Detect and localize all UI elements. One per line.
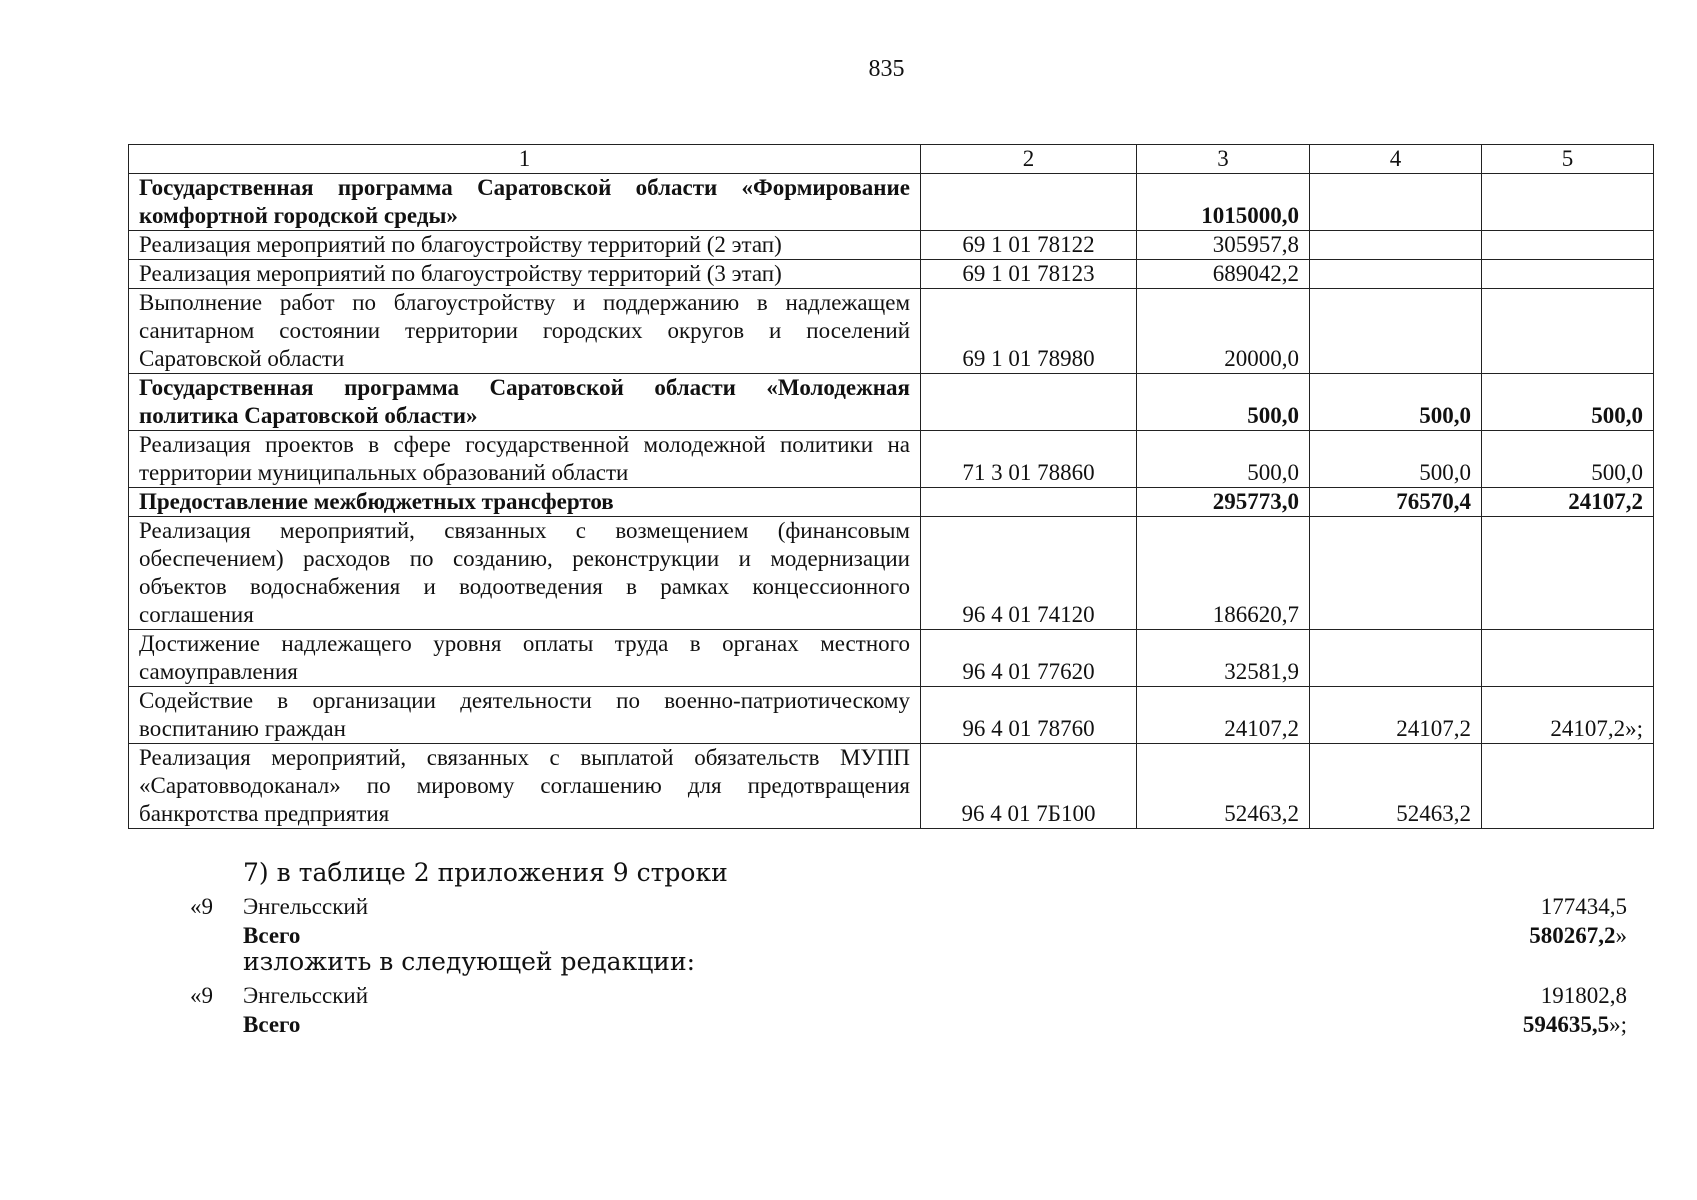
row-value-col3: 186620,7	[1137, 517, 1310, 630]
old-row-number: «9	[190, 894, 213, 919]
row-value-col5: 500,0	[1482, 374, 1654, 431]
row-value-col3: 32581,9	[1137, 630, 1310, 687]
row-value-col4	[1310, 231, 1482, 260]
header-col-1: 1	[129, 145, 921, 174]
table-row	[129, 289, 1654, 374]
table-row	[129, 630, 1654, 687]
new-district-name: Энгельсский	[243, 983, 369, 1008]
row-value-col5	[1482, 174, 1654, 231]
row-value-col3: 500,0	[1137, 431, 1310, 488]
row-code: 96 4 01 74120	[921, 517, 1137, 630]
row-name: Выполнение работ по благоустройству и поддержанию в надлежащем санитарном состоянии территории городских округов и поселений Саратовской области	[129, 289, 921, 374]
row-value-col4: 76570,4	[1310, 488, 1482, 517]
header-col-4: 4	[1310, 145, 1482, 174]
row-value-col5	[1482, 630, 1654, 687]
row-value-col3: 689042,2	[1137, 260, 1310, 289]
row-code	[921, 488, 1137, 517]
row-name: Государственная программа Саратовской области «Формирование комфортной городской среды»	[129, 174, 921, 231]
row-value-col4	[1310, 517, 1482, 630]
row-name: Реализация мероприятий, связанных с возмещением (финансовым обеспечением) расходов по созданию, реконструкции и модернизации объектов водоснабжения и водоотведения в рамках концессионного соглашения	[129, 517, 921, 630]
row-code	[921, 374, 1137, 431]
row-code: 69 1 01 78980	[921, 289, 1137, 374]
new-total-value: 594635,5	[1522, 1012, 1610, 1037]
row-name: Предоставление межбюджетных трансфертов	[129, 488, 921, 517]
new-total-suffix: »;	[1609, 1012, 1627, 1037]
row-value-col5	[1482, 231, 1654, 260]
row-code: 96 4 01 7Б100	[921, 744, 1137, 829]
row-value-col5	[1482, 260, 1654, 289]
old-total-suffix: »	[1615, 923, 1627, 948]
old-district-value: 177434,5	[1540, 894, 1627, 919]
row-value-col5: 500,0	[1482, 431, 1654, 488]
new-row-number: «9	[190, 983, 213, 1008]
row-name: Достижение надлежащего уровня оплаты труда в органах местного самоуправления	[129, 630, 921, 687]
table-row	[129, 374, 1654, 431]
old-total-value-wrap	[1227, 921, 1627, 951]
row-value-col4	[1310, 260, 1482, 289]
row-value-col4: 500,0	[1310, 431, 1482, 488]
row-value-col4: 52463,2	[1310, 744, 1482, 829]
new-district-value: 191802,8	[1540, 983, 1627, 1008]
row-name: Реализация мероприятий, связанных с выплатой обязательств МУПП «Саратовводоканал» по мировому соглашению для предотвращения банкротства предприятия	[129, 744, 921, 829]
row-value-col5	[1482, 744, 1654, 829]
row-value-col5	[1482, 517, 1654, 630]
table-row	[129, 744, 1654, 829]
table-row	[129, 174, 1654, 231]
new-total-value-wrap	[1227, 1010, 1627, 1040]
row-value-col3: 1015000,0	[1137, 174, 1310, 231]
row-value-col4: 500,0	[1310, 374, 1482, 431]
table-header-row	[129, 145, 1654, 174]
row-value-col4	[1310, 174, 1482, 231]
row-value-col4: 24107,2	[1310, 687, 1482, 744]
table-row	[129, 260, 1654, 289]
table-row	[129, 517, 1654, 630]
row-name: Государственная программа Саратовской области «Молодежная политика Саратовской области»	[129, 374, 921, 431]
row-code: 71 3 01 78860	[921, 431, 1137, 488]
header-col-5: 5	[1482, 145, 1654, 174]
row-code: 69 1 01 78122	[921, 231, 1137, 260]
row-value-col4	[1310, 289, 1482, 374]
row-code	[921, 174, 1137, 231]
old-total-label: Всего	[243, 923, 301, 948]
header-col-2: 2	[921, 145, 1137, 174]
new-total-line	[0, 1010, 1627, 1040]
row-value-col3: 24107,2	[1137, 687, 1310, 744]
amendment-intro: 7) в таблице 2 приложения 9 строки	[243, 858, 728, 887]
row-value-col3: 500,0	[1137, 374, 1310, 431]
row-code: 96 4 01 77620	[921, 630, 1137, 687]
row-value-col5: 24107,2	[1482, 488, 1654, 517]
old-district-name: Энгельсский	[243, 894, 369, 919]
row-value-col5: 24107,2»;	[1482, 687, 1654, 744]
row-name: Реализация проектов в сфере государственной молодежной политики на территории муниципальных образований области	[129, 431, 921, 488]
row-value-col5	[1482, 289, 1654, 374]
row-value-col3: 295773,0	[1137, 488, 1310, 517]
new-total-label: Всего	[243, 1012, 301, 1037]
page-number: 835	[868, 56, 905, 82]
budget-table	[128, 144, 1654, 829]
row-value-col3: 20000,0	[1137, 289, 1310, 374]
header-col-3: 3	[1137, 145, 1310, 174]
row-code: 96 4 01 78760	[921, 687, 1137, 744]
row-value-col3: 305957,8	[1137, 231, 1310, 260]
amendment-replace-text: изложить в следующей редакции:	[243, 947, 696, 976]
new-district-line	[0, 981, 1627, 1011]
row-value-col3: 52463,2	[1137, 744, 1310, 829]
row-name: Содействие в организации деятельности по военно-патриотическому воспитанию граждан	[129, 687, 921, 744]
row-code: 69 1 01 78123	[921, 260, 1137, 289]
table-row	[129, 488, 1654, 517]
row-name: Реализация мероприятий по благоустройству территорий (2 этап)	[129, 231, 921, 260]
old-total-value: 580267,2	[1529, 923, 1616, 948]
table-row	[129, 231, 1654, 260]
row-value-col4	[1310, 630, 1482, 687]
table-row	[129, 687, 1654, 744]
old-district-line	[0, 892, 1627, 922]
row-name: Реализация мероприятий по благоустройству территорий (3 этап)	[129, 260, 921, 289]
table-row	[129, 431, 1654, 488]
